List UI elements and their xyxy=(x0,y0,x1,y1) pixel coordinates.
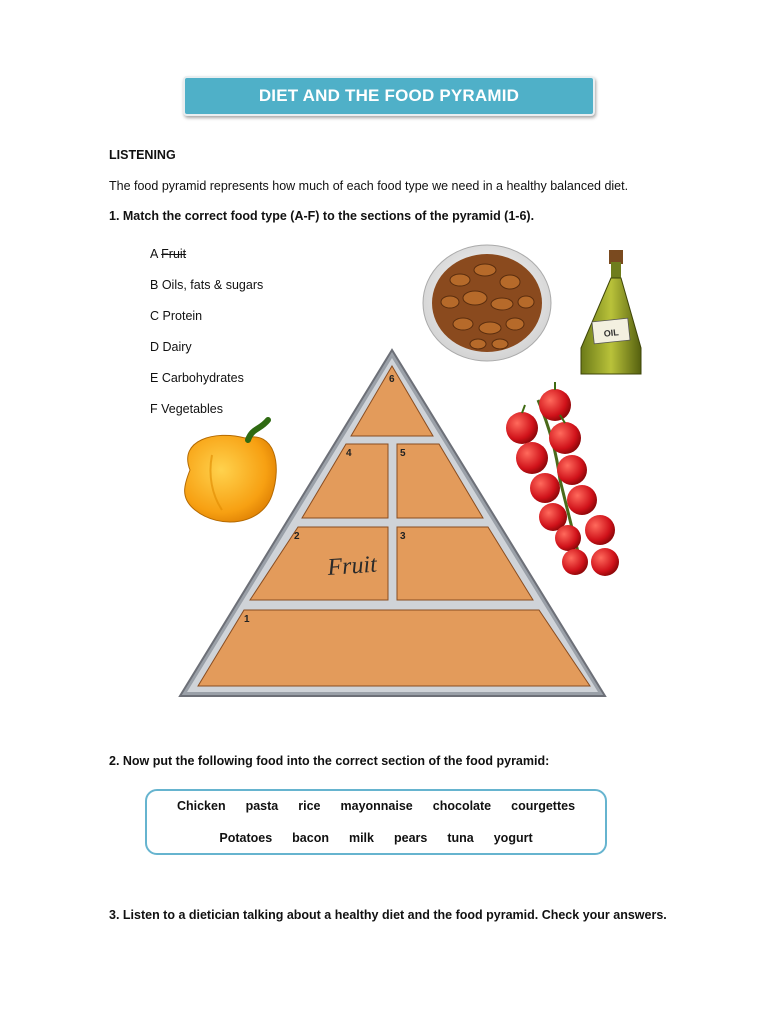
oil-label: OIL xyxy=(603,327,620,339)
section-number-5: 5 xyxy=(400,448,406,459)
word-item: pasta xyxy=(245,799,279,813)
option-b: B Oils, fats & sugars xyxy=(150,278,264,292)
word-item: yogurt xyxy=(493,831,533,845)
option-b-text: Oils, fats & sugars xyxy=(161,278,264,292)
word-item: Potatoes xyxy=(219,831,273,845)
word-item: mayonnaise xyxy=(340,799,413,813)
option-e: E Carbohydrates xyxy=(150,371,244,385)
question-1: 1. Match the correct food type (A-F) to the sections of the pyramid (1-6). xyxy=(109,209,535,223)
question-3: 3. Listen to a dietician talking about a healthy diet and the food pyramid. Check your answers. xyxy=(109,908,667,922)
option-e-text: Carbohydrates xyxy=(161,371,244,385)
page-title: DIET AND THE FOOD PYRAMID xyxy=(258,86,520,105)
section-number-3: 3 xyxy=(400,531,406,542)
word-row-1 xyxy=(147,799,605,813)
section-number-6: 6 xyxy=(389,374,395,385)
word-item: tuna xyxy=(447,831,474,845)
word-item: courgettes xyxy=(511,799,576,813)
option-f: F Vegetables xyxy=(150,402,223,416)
oil-bottle-image xyxy=(581,250,641,374)
section-number-4: 4 xyxy=(346,448,352,459)
word-item: rice xyxy=(298,799,321,813)
section-number-2: 2 xyxy=(294,531,300,542)
option-d: D Dairy xyxy=(150,340,192,354)
word-item: bacon xyxy=(292,831,329,845)
fruit-handwritten-label: Fruit xyxy=(326,551,378,581)
cereal-bowl-image xyxy=(423,245,551,361)
word-row-2 xyxy=(147,831,605,845)
intro-text: The food pyramid represents how much of each food type we need in a healthy balanced diet. xyxy=(109,179,629,193)
cherry-tomatoes-image xyxy=(506,382,619,576)
option-c-text: Protein xyxy=(162,309,203,323)
title-banner xyxy=(183,76,595,116)
question-2: 2. Now put the following food into the correct section of the food pyramid: xyxy=(109,754,550,768)
option-a: A Fruit xyxy=(150,247,187,261)
option-d-text: Dairy xyxy=(162,340,192,354)
word-item: Chicken xyxy=(176,799,226,813)
option-c: C Protein xyxy=(150,309,203,323)
word-item: pears xyxy=(393,831,428,845)
option-f-text: Vegetables xyxy=(161,402,223,416)
option-a-text: Fruit xyxy=(161,247,187,261)
yellow-pepper-image xyxy=(185,420,277,522)
pyramid-section-1 xyxy=(198,610,590,686)
section-number-1: 1 xyxy=(244,614,250,625)
food-pyramid-illustration xyxy=(160,240,650,710)
word-item: milk xyxy=(348,831,374,845)
section-label: LISTENING xyxy=(109,148,176,162)
word-box xyxy=(145,789,607,855)
word-item: chocolate xyxy=(432,799,492,813)
